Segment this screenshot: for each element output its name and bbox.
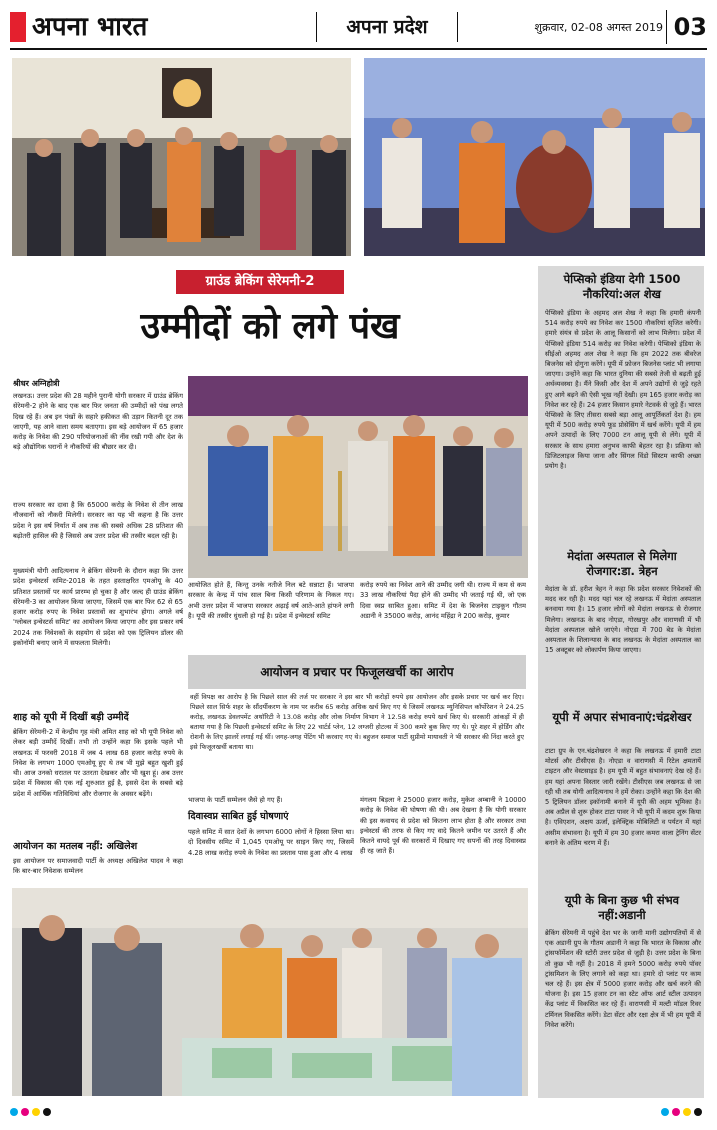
article-paragraph: लखनऊ। उत्तर प्रदेश की 28 महीने पुरानी योगी सरकार में ग्राउंड ब्रेकिंग सेरेमनी-2 होने के बाद एक बार फिर जनता की उम्मीदों को पंख लगते दिख रहे हैं। अब इन पंखों के सहारे हकीकत की उड़ान कितनी दूर तक जाएगी, यह आने वाला समय बताएगा। इस बड़े आयोजन में 65 हजार करोड़ के निवेश की 290 परियोजनाओं की नींव रखी गयी और देश के बड़े औद्योगिक घरानों ने नौकरियों की बौछार कर दी। (13, 392, 183, 452)
photo-bottom (12, 888, 528, 1096)
sidebar-text-tata: टाटा ग्रुप के एन.चंद्रशेखरन ने कहा कि लखनऊ में हमारी टाटा मोटर्स और टीसीएस है। नोएडा व वाराणसी में रिटेल क्षमतायें टाइटन और वेस्टसाइड है। हम यूपी में बहुत संभावनाएं देख रहे हैं। हम यहां अपना विस्तार जारी रखेंगे। टीसीएस जब लखनऊ से जा रही थी तब योगी आदित्यनाथ ने हमें रोका। उन्होंने कहा कि देश की 5 ट्रिलियन डॉलर इकॉनामी बनाने में यूपी की अहम भूमिका है। अब अप्रैल से शुरू होकर टाटा पावर ने भी यूपी में कदम शुरू किया है। एविएशन, अक्षय ऊर्जा, इलेक्ट्रिक मोबिलिटी व पर्यटन में यहां असीम संभावना है। यूपी में हम 30 हजार कमरा वाला ट्रेनिंग सेंटर बनाने के अंतिम चरण में हैं। (545, 747, 701, 847)
article-paragraph: करोड़ रुपये का निवेश आने की उम्मीद जगी थी। राज्य में कम से कम 33 लाख नौकरियां पैदा होने की उम्मीद भी जताई गई थी, जो एक दिवा स्वप्न साबित हुआ। समिट में देश के बिजनेस टाइकून गौतम अडानी ने 35000 करोड़, आनंद महिंद्रा ने 200 करोड़, कुमार (360, 581, 526, 620)
registration-dot (43, 1108, 51, 1116)
registration-dot (672, 1108, 680, 1116)
article-paragraph: पहले समिट में सात देशों के लगभग 6000 लोगों ने हिस्सा लिया था। दो दिवसीय समिट में 1,045 एमओयू पर साइन किए गए, जिसमें 4.28 लाख करोड़ रुपये के निवेश का प्रस्ताव पास हुआ और 4 लाख (188, 828, 354, 857)
subheading-diwaswapn: दिवास्वप्न साबित हुई घोषणाएं (188, 811, 289, 822)
photo-top-right (364, 58, 705, 256)
sidebar-heading-adani: यूपी के बिना कुछ भी संभव नहीं:अडानी (564, 893, 680, 922)
sidebar-text-adani: ब्रेकिंग सेरेमनी में पहुंचे देश भर के जानी मानी उद्योगपतियों में से एक अडानी ग्रुप के गौतम अडानी ने कहा कि भारत के विकास और ट्रांसफॉर्मेशन की स्टोरी उत्तर प्रदेश से जुड़ी है। उत्तर प्रदेश के बिना तो कुछ भी नहीं है। 2018 में हमने 5000 करोड़ रुपये पॉवर ट्रांसमिशन के लिए लगाने को कहा था। हमारे दो प्लांट पर काम चल रहे हैं। इस क्षेत्र में 5000 हजार करोड़ और खर्च करने की योजना है। इस 15 हजार टन का स्टेट ऑफ आर्ट स्टील उत्पादन केंद्र प्लांट में विकसित कर रहे हैं। वाराणसी में मल्टी मॉडल रिवर टर्मिनल विकसित करेंगे। डेटा सेंटर और रक्षा क्षेत्र में भी हम यूपी में निवेश करेंगे। (545, 929, 701, 1029)
article-paragraph: मंगलम बिड़ला ने 25000 हजार करोड़, मुकेश अम्बानी ने 10000 करोड़ के निवेश की घोषणा की थी। अब देखना है कि योगी सरकार की इस कवायद से प्रदेश को कितना लाभ होता है और सरकार तथा इन्वेस्टर्स की तरफ से किए गए वादे कितने जमीन पर उतरते हैं और कितने वायदे पूर्व की सरकारों में दिखाए गए सपनों की तरह दिवास्वप्न ही रह जाते हैं। (360, 796, 526, 856)
page-header (10, 10, 707, 50)
article-paragraph: राज्य सरकार का दावा है कि 65000 करोड़ के निवेश से तीन लाख नौजवानों को नौकरी मिलेगी। सरकार का यह भी कहना है कि उत्तर प्रदेश ने इस वर्ष निर्यात में अब तक की सबसे अधिक 28 प्रतिशत की बढ़ोतरी हासिल की है जिससे अब उत्तर प्रदेश की तस्वीर बदल रही है। (13, 501, 183, 540)
issue-date: शुक्रवार, 02-08 अगस्त 2019 (534, 21, 663, 34)
kicker-label: ग्राउंड ब्रेकिंग सेरेमनी-2 (176, 270, 344, 294)
page-number: 03 (666, 10, 707, 44)
registration-dot (10, 1108, 18, 1116)
article-paragraph: ब्रेकिंग सेरेमनी-2 में केन्द्रीय गृह मंत्री अमित शाह को भी यूपी निवेश को लेकर बड़ी उम्मीदें दिखीं। तभी तो उन्होंने कहा कि इसके पहले भी लखनऊ में फरवरी 2018 में जब 4 लाख 68 हजार करोड़ रुपये के निवेश के लगभग 1000 एमओयू हुए थे तब भी मुझे बहुत खुशी हुई थी। आज उनको धरातल पर उतरता देखकर और भी खुश हूं। अब उत्तर प्रदेश में विकास की एक नई शुरुआत हुई है, इससे देश के सबसे बड़े प्रदेश में आर्थिक गतिविधियां और रोजगार के अवसर बढ़ेंगे। (13, 728, 183, 798)
photo-mid (188, 376, 528, 578)
registration-dot (661, 1108, 669, 1116)
photo-top-left (12, 58, 351, 256)
article-paragraph: मुख्यमंत्री योगी आदित्यनाथ ने ब्रेकिंग सेरेमनी के दौरान कहा कि उत्तर प्रदेश इन्वेस्टर्स समिट-2018 के तहत हस्ताक्षरित एमओयू के 40 प्रतिशत प्रस्तावों पर कार्य प्रारम्भ हो चुका है और जल्द ही ग्राउंड ब्रेकिंग सेरेमनी-3 का आयोजन किया जाएगा, जिसमें एक बार फिर 62 से 65 हजार करोड़ रुपए के निवेश प्रस्तावों का शुभारंभ होगा। अगले वर्ष 'ग्लोबल इन्वेस्टर्स समिट' का आयोजन किया जाएगा और इस प्रकार वर्ष 2024 तक निवेशकों के सहयोग से प्रदेश को एक ट्रिलियन डॉलर की इकोनॉमी बनाए जाने में सफलता मिलेगी। (13, 567, 183, 648)
registration-dot (683, 1108, 691, 1116)
registration-dot (21, 1108, 29, 1116)
brand-accent-bar (10, 12, 26, 42)
box-text: वहीं विपक्ष का आरोप है कि पिछले साल की तर्ज पर सरकार ने इस बार भी करोड़ों रुपये इस आयोजन और इसके प्रचार पर खर्च कर दिए। पिछले साल सिर्फ शहर के सौंदर्यीकरण के नाम पर करीब 65 करोड़ अधिक खर्च किए गए थे जिसमें लखनऊ म्युनिसिपल कॉर्पोरेशन ने 24.25 करोड़, लखनऊ डेवलपमेंट अथॉरिटी ने 13.08 करोड़ और लोक निर्माण विभाग ने 12.58 करोड़ रुपये खर्च किए थे। सरकारी आंकड़ों में ही बताया गया है कि पिछली इन्वेस्टर्स समिट के लिए 22 चार्टर्ड प्लेन, 12 लग्जरी होटल्स में 300 कमरे बुक किए गए थे। पूरे शहर में होर्डिंग और रोशनी के लिए झालरें लगाई गई थीं। जगह-जगह पेंटिंग भी करवाए गए थे। बहुजन समाज पार्टी सुप्रीमो मायावती ने भी सरकार की निंदा करते हुए इसे फिजूलखर्ची बताया था। (190, 693, 524, 752)
newspaper-brand: अपना भारत (32, 12, 148, 42)
article-paragraph: इस आयोजन पर समाजवादी पार्टी के अध्यक्ष अखिलेश यादव ने कहा कि बार-बार निवेशक सम्मेलन (13, 857, 183, 876)
sidebar-text-medanta: मेदांता के डॉ. हरीश त्रेहन ने कहा कि प्रदेश सरकार निवेशकों की मदद कर रही है। मदद यहां चल रहे लखनऊ में मेदांता अस्पताल बनवाया गया है। 15 हजार लोगों को मेदांता लखनऊ से रोजगार मिलेगा। लखनऊ के बाद नोएडा, गोरखपुर और वाराणसी में भी मेदांता अस्पताल खोले जाएंगे। नोएडा में 700 बेड के मेदांता अस्पताल के शिलान्यास के बाद लखनऊ के मेदांता अस्पताल का 15 अक्टूबर को लोकार्पण किया जाएगा। (545, 585, 701, 655)
section-title: अपना प्रदेश (316, 12, 458, 42)
subheading-akhilesh: आयोजन का मतलब नहीं: अखिलेश (13, 841, 138, 852)
sidebar-heading-medanta: मेदांता अस्पताल से मिलेगा रोजगार:डा. त्रेहन (567, 549, 677, 578)
registration-dot (694, 1108, 702, 1116)
byline: श्रीधर अग्निहोत्री (13, 379, 60, 388)
registration-dot (32, 1108, 40, 1116)
main-headline: उम्मीदों को लगे पंख (140, 305, 400, 347)
box-heading: आयोजन व प्रचार पर फिजूलखर्ची का आरोप (188, 655, 526, 689)
sidebar-heading-tata: यूपी में अपार संभावनाएं:चंद्रशेखर (552, 710, 692, 724)
sidebar-text-pepsico: पेप्सिको इंडिया के अहमद अल शेख ने कहा कि हमारी कंपनी 514 करोड़ रुपये का निवेश कर 1500 नौकरियां सृजित करेगी। हमारे संयंत्र से प्रदेश के आलू किसानों को लाभ मिलेगा। प्रदेश में पेप्सिको इंडिया 514 करोड़ का निवेश करेगी। पेप्सिको इंडिया के सीईओ अहमद अल शेख ने कहा कि हम 2022 तक बीवरेज बिजनेस को दोगुना करेंगे। यूपी में फ्रोजन बिजनेस प्लांट भी लगाया जाएगा। उन्होंने कहा कि भारत दुनिया की सबसे तेजी से बढ़ती हुई अर्थव्यवस्था है। मैंने किसी और देश में अपने उद्योगों से जुड़े रहते हुए आगे बढ़ने की ऐसी भूख नहीं देखी। हम 165 हजार करोड़ का निवेश कर रहे हैं। 24 हजार किसान हमारे नेटवर्क से जुड़े हैं। भारत पेप्सिको के लिए तीसरा सबसे बड़ा आलू आपूर्तिकर्ता देश है। हम यूपी में 500 करोड़ रुपये फूड प्रोसेसिंग में खर्च करेंगे। यूपी में हम अपने उत्पादों के लिए 7000 टन आलू यूपी से लेंगे। यूपी में सरकार के साथ हमारा अनुभव काफी बेहतर रहा है। प्रक्रिया को डिजिटलाइज किया जाना और सिंगल विंडो सिस्टम काफी अच्छा प्रयोग है। (545, 309, 701, 471)
subheading-shah: शाह को यूपी में दिखीं बड़ी उम्मीदें (13, 712, 129, 723)
sidebar-heading-pepsico: पेप्सिको इंडिया देगी 1500 नौकरियां:अल शेख (563, 272, 681, 301)
article-paragraph: आयोजित होते हैं, किन्तु उनके नतीजे निल बटे सन्नाटा हैं। भाजपा सरकार के केन्द्र में पांच साल बिना किसी परिणाम के निकल गए। अभी उत्तर प्रदेश में भाजपा सरकार अढ़ाई वर्ष आते-आते हांफने लगी है। यूपी की तस्वीर धुंधली हो गई है। प्रदेश में इन्वेस्टर्स समिट (188, 581, 354, 620)
registration-marks (10, 1105, 707, 1119)
article-paragraph: भाजपा के पार्टी सम्मेलन जैसे हो गए हैं। (188, 796, 283, 804)
